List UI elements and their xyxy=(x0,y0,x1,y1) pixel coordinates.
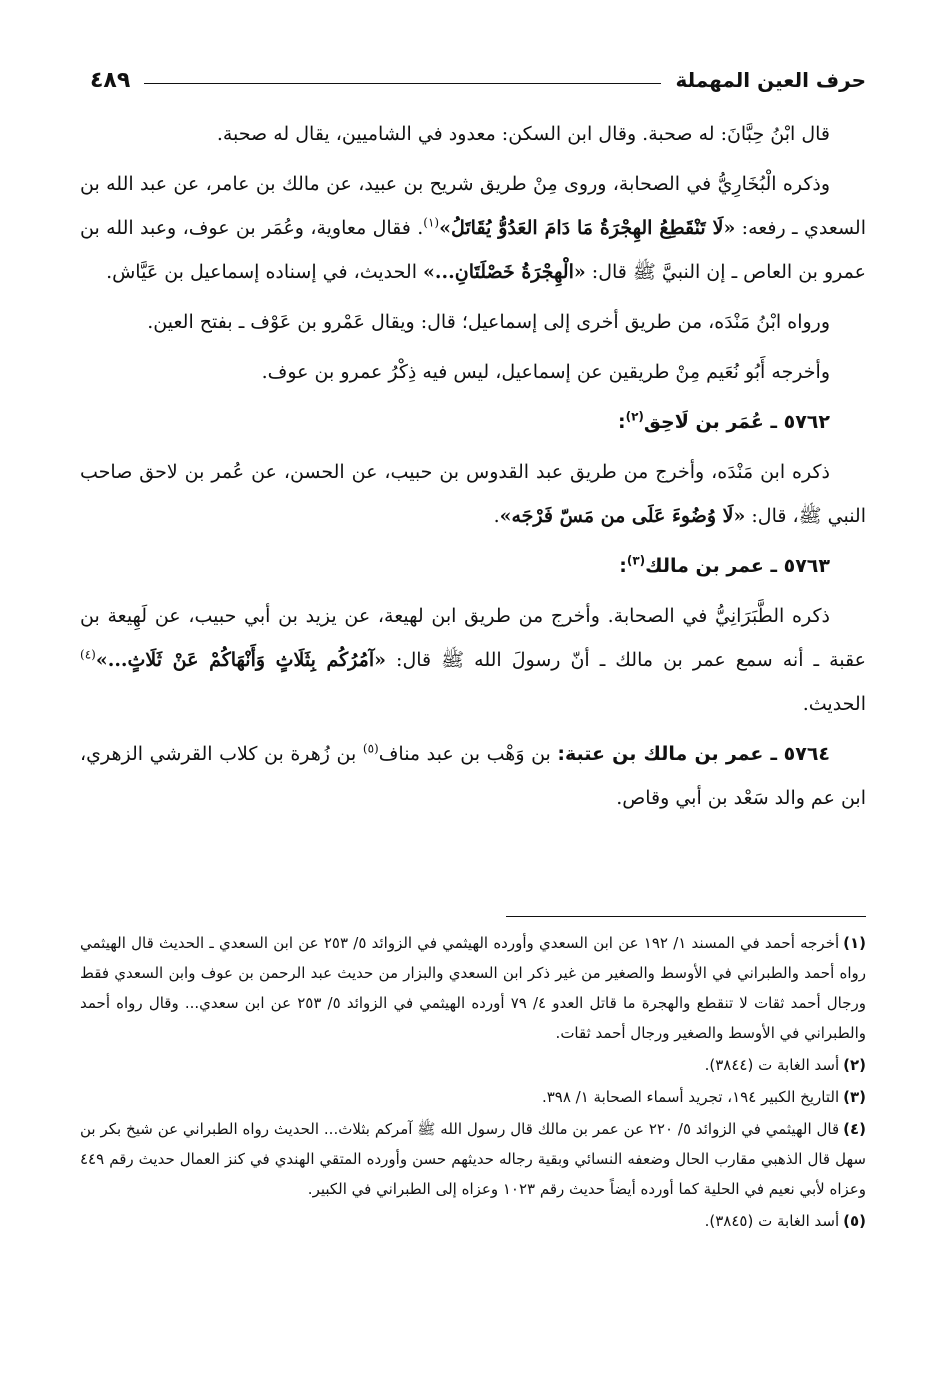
entry-number: ٥٧٦٢ xyxy=(783,411,830,433)
paragraph-text: وذكره الْبُخَارِيُّ في الصحابة، وروى مِنْ طريق شريح بن عبيد، عن مالك بن عامر، عن عبد الله بن السعدي ـ رفعه: xyxy=(80,173,866,239)
entry-name: ـ عُمَر بن لَاحِق xyxy=(643,411,777,433)
paragraph-text: بن زُهرة بن كلاب القرشي الزهري، ابن عم والد سَعْد بن أبي وقاص. xyxy=(80,743,866,809)
footnote-number: (٤) xyxy=(843,1120,866,1138)
footnotes xyxy=(80,928,866,1238)
footnote xyxy=(80,1082,866,1112)
hadith-quote: «لَا تَنْقَطِعُ الهِجْرَةُ مَا دَامَ العَدُوُّ يُقَاتَلُ» xyxy=(439,217,736,239)
paragraph-text: بن وَهْب بن عبد مناف xyxy=(378,743,558,765)
header-rule xyxy=(144,83,661,84)
hadith-quote: «لَا وُضُوءَ عَلَى من مَسّ فَرْجَه» xyxy=(499,505,746,527)
paragraph xyxy=(80,162,866,294)
footnote-text: أخرجه أحمد في المسند ١/ ١٩٢ عن ابن السعدي وأورده الهيثمي في الزوائد ٥/ ٢٥٣ عن ابن السعدي ـ الحديث قال الهيثمي رواه أحمد والطبراني في الأوسط والصغير من غير ذكر ابن السعدي والبزار من حديث عبد الرحمن بن عوف وابن السعدي فقط ورجال أحمد ثقات لا تنقطع والهجرة ما قاتل العدو ٤/ ٧٩ أورده الهيثمي في الزوائد ٥/ ٢٥٣ عن ابن سعدي... وقال رواه أحمد والطبراني في الأوسط والصغير ورجال أحمد ثقات. xyxy=(80,934,867,1042)
footnote-number: (١) xyxy=(843,934,867,952)
hadith-quote: «آمُرُكُم بِثَلَاثٍ وَأَنْهَاكُمْ عَنْ ثَلَاثٍ...» xyxy=(95,649,387,671)
entry-name: ـ عمر بن مالك بن عتبة: xyxy=(557,743,778,765)
running-header xyxy=(90,60,866,100)
paragraph-text: ذكره ابن مَنْدَه، وأخرج من طريق عبد القدوس بن حبيب، عن الحسن، عن عُمر بن لاحق صاحب النبي ﷺ، قال: xyxy=(80,461,866,527)
footnote-ref[interactable]: (٣) xyxy=(626,553,646,568)
paragraph-text: . فقال معاوية، وعُمَر بن عوف، وعبد الله بن عمرو بن العاص ـ إن النبيَّ ﷺ قال: xyxy=(80,217,866,283)
paragraph xyxy=(80,350,866,394)
entry-heading xyxy=(80,400,866,444)
paragraph-text: قال ابْنُ حِبَّانَ: له صحبة. وقال ابن السكن: معدود في الشاميين، يقال له صحبة. xyxy=(216,123,830,145)
paragraph-text: الحديث. xyxy=(802,693,866,715)
entry-colon: : xyxy=(618,411,626,433)
footnote-ref[interactable]: (٢) xyxy=(625,409,644,424)
footnote-ref[interactable]: (١) xyxy=(423,215,440,230)
footnote xyxy=(80,928,866,1048)
footnote xyxy=(80,1206,866,1236)
footnote-text: أسد الغابة ت (٣٨٤٤). xyxy=(704,1056,840,1074)
footnote xyxy=(80,1114,866,1204)
footnote-ref[interactable]: (٤) xyxy=(80,647,96,662)
footnote-text: التاريخ الكبير ١٩٤، تجريد أسماء الصحابة ١/ ٣٩٨. xyxy=(541,1088,840,1106)
paragraph-text: الحديث، في إسناده إسماعيل بن عَيَّاش. xyxy=(106,261,424,283)
footnote-number: (٥) xyxy=(843,1212,866,1230)
paragraph-text: ذكره الطَّبَرَانِيُّ في الصحابة. وأخرج من طريق ابن لهيعة، عن يزيد بن أبي حبيب، عن لَهِيعة بن عقبة ـ أنه سمع عمر بن مالك ـ أنّ رسولَ الله ﷺ قال: xyxy=(80,605,866,671)
paragraph-text: . xyxy=(493,505,500,527)
footnote-number: (٢) xyxy=(843,1056,866,1074)
footnote-separator xyxy=(506,916,866,917)
footnote-number: (٣) xyxy=(843,1088,866,1106)
paragraph xyxy=(80,300,866,344)
page-number: ٤٨٩ xyxy=(90,67,131,93)
hadith-quote: «الْهِجْرَةُ خَصْلَتَانِ...» xyxy=(423,261,586,283)
entry-number: ٥٧٦٣ xyxy=(783,555,830,577)
footnote-text: أسد الغابة ت (٣٨٤٥). xyxy=(704,1212,840,1230)
footnote-text: قال الهيثمي في الزوائد ٥/ ٢٢٠ عن عمر بن مالك قال رسول الله ﷺ آمركم بثلاث... الحديث رواه الطبراني عن شيخ بكر بن سهل قال الذهبي مقارب الحال وضعفه النسائي وبقية رجاله حديثهم حسن وأورده المتقي الهندي في كنز العمال حديث رقم ٤٤٩ وعزاه لأبي نعيم في الحلية كما أورده أيضاً حديث رقم ١٠٢٣ وعزاه إلى الطبراني في الكبير. xyxy=(80,1120,866,1198)
paragraph xyxy=(80,732,866,820)
paragraph xyxy=(80,450,866,538)
entry-number: ٥٧٦٤ xyxy=(783,743,831,765)
paragraph xyxy=(80,112,866,156)
paragraph-text: ورواه ابْنُ مَنْدَه، من طريق أخرى إلى إسماعيل؛ قال: ويقال عَمْرو بن عَوْف ـ بفتح العين. xyxy=(147,311,830,333)
entry-name: ـ عمر بن مالك xyxy=(645,555,777,577)
paragraph xyxy=(80,594,866,726)
entry-heading xyxy=(80,544,866,588)
paragraph-text: وأخرجه أَبُو نُعَيم مِنْ طريقين عن إسماعيل، ليس فيه ذِكْرُ عمرو بن عوف. xyxy=(261,361,830,383)
chapter-title: حرف العين المهملة xyxy=(675,68,866,92)
main-text xyxy=(80,112,866,826)
entry-colon: : xyxy=(619,555,627,577)
footnote-ref[interactable]: (٥) xyxy=(362,741,379,756)
footnote xyxy=(80,1050,866,1080)
